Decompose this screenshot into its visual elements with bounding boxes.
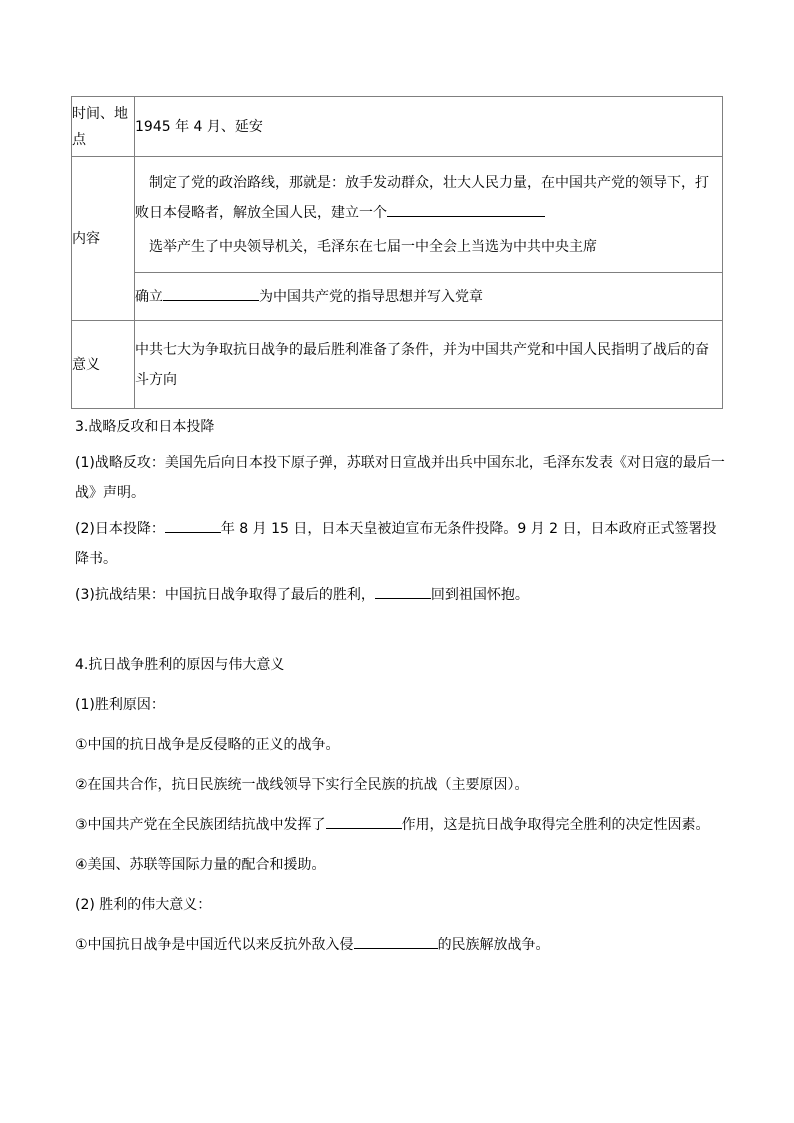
answer-blank[interactable] [165,516,221,533]
section-3-title: 3.战略反攻和日本投降 [75,419,215,435]
war-result-para: (3)抗战结果：中国抗日战争取得了最后的胜利， 回到祖国怀抱。 [75,580,725,610]
leadership-election-text: 选举产生了中央领导机关，毛泽东在七届一中全会上当选为中共中央主席 [149,238,597,255]
answer-blank[interactable] [163,284,259,301]
content-label: 内容 [72,157,135,321]
significance-label: 意义 [72,321,135,409]
significance-value: 中共七大为争取抗日战争的最后胜利准备了条件，并为中国共产党和中国人民指明了战后的奋斗方向 [135,321,723,409]
guiding-thought-cell: 确立 为中国共产党的指导思想并写入党章 [135,273,723,321]
political-line-text: 制定了党的政治路线，那就是：放手发动群众，壮大人民力量，在中国共产党的领导下，打败日本侵略者，解放全国人民，建立一个 [135,174,709,221]
significance-1: ①中国抗日战争是中国近代以来反抗外敌入侵 的民族解放战争。 [75,930,725,960]
congress-info-table [71,96,723,409]
reason-3: ③中国共产党在全民族团结抗战中发挥了 作用，这是抗日战争取得完全胜利的决定性因素。 [75,810,725,840]
japan-surrender-para: (2)日本投降： 年 8 月 15 日，日本天皇被迫宣布无条件投降。9 月 2 日，日本政府正式签署投降书。 [75,514,725,574]
significance-heading: (2) 胜利的伟大意义： [75,897,212,913]
counteroffensive-para: (1)战略反攻：美国先后向日本投下原子弹，苏联对日宣战并出兵中国东北，毛泽东发表《对日寇的最后一战》声明。 [75,455,725,501]
section-4-title: 4.抗日战争胜利的原因与伟大意义 [75,657,285,673]
time-place-value: 1945 年 4 月、延安 [135,97,723,157]
reason-2: ②在国共合作，抗日民族统一战线领导下实行全民族的抗战（主要原因）。 [75,777,529,793]
section-4 [75,650,725,960]
reason-1: ①中国的抗日战争是反侵略的正义的战争。 [75,737,340,753]
content-cell [135,157,723,273]
reason-4: ④美国、苏联等国际力量的配合和援助。 [75,857,326,873]
section-3 [75,412,725,610]
answer-blank[interactable] [354,932,438,949]
victory-reasons-heading: (1)胜利原因： [75,697,165,713]
time-place-label: 时间、地点 [72,97,135,157]
answer-blank[interactable] [326,812,402,829]
answer-blank[interactable] [387,200,545,217]
answer-blank[interactable] [375,582,431,599]
